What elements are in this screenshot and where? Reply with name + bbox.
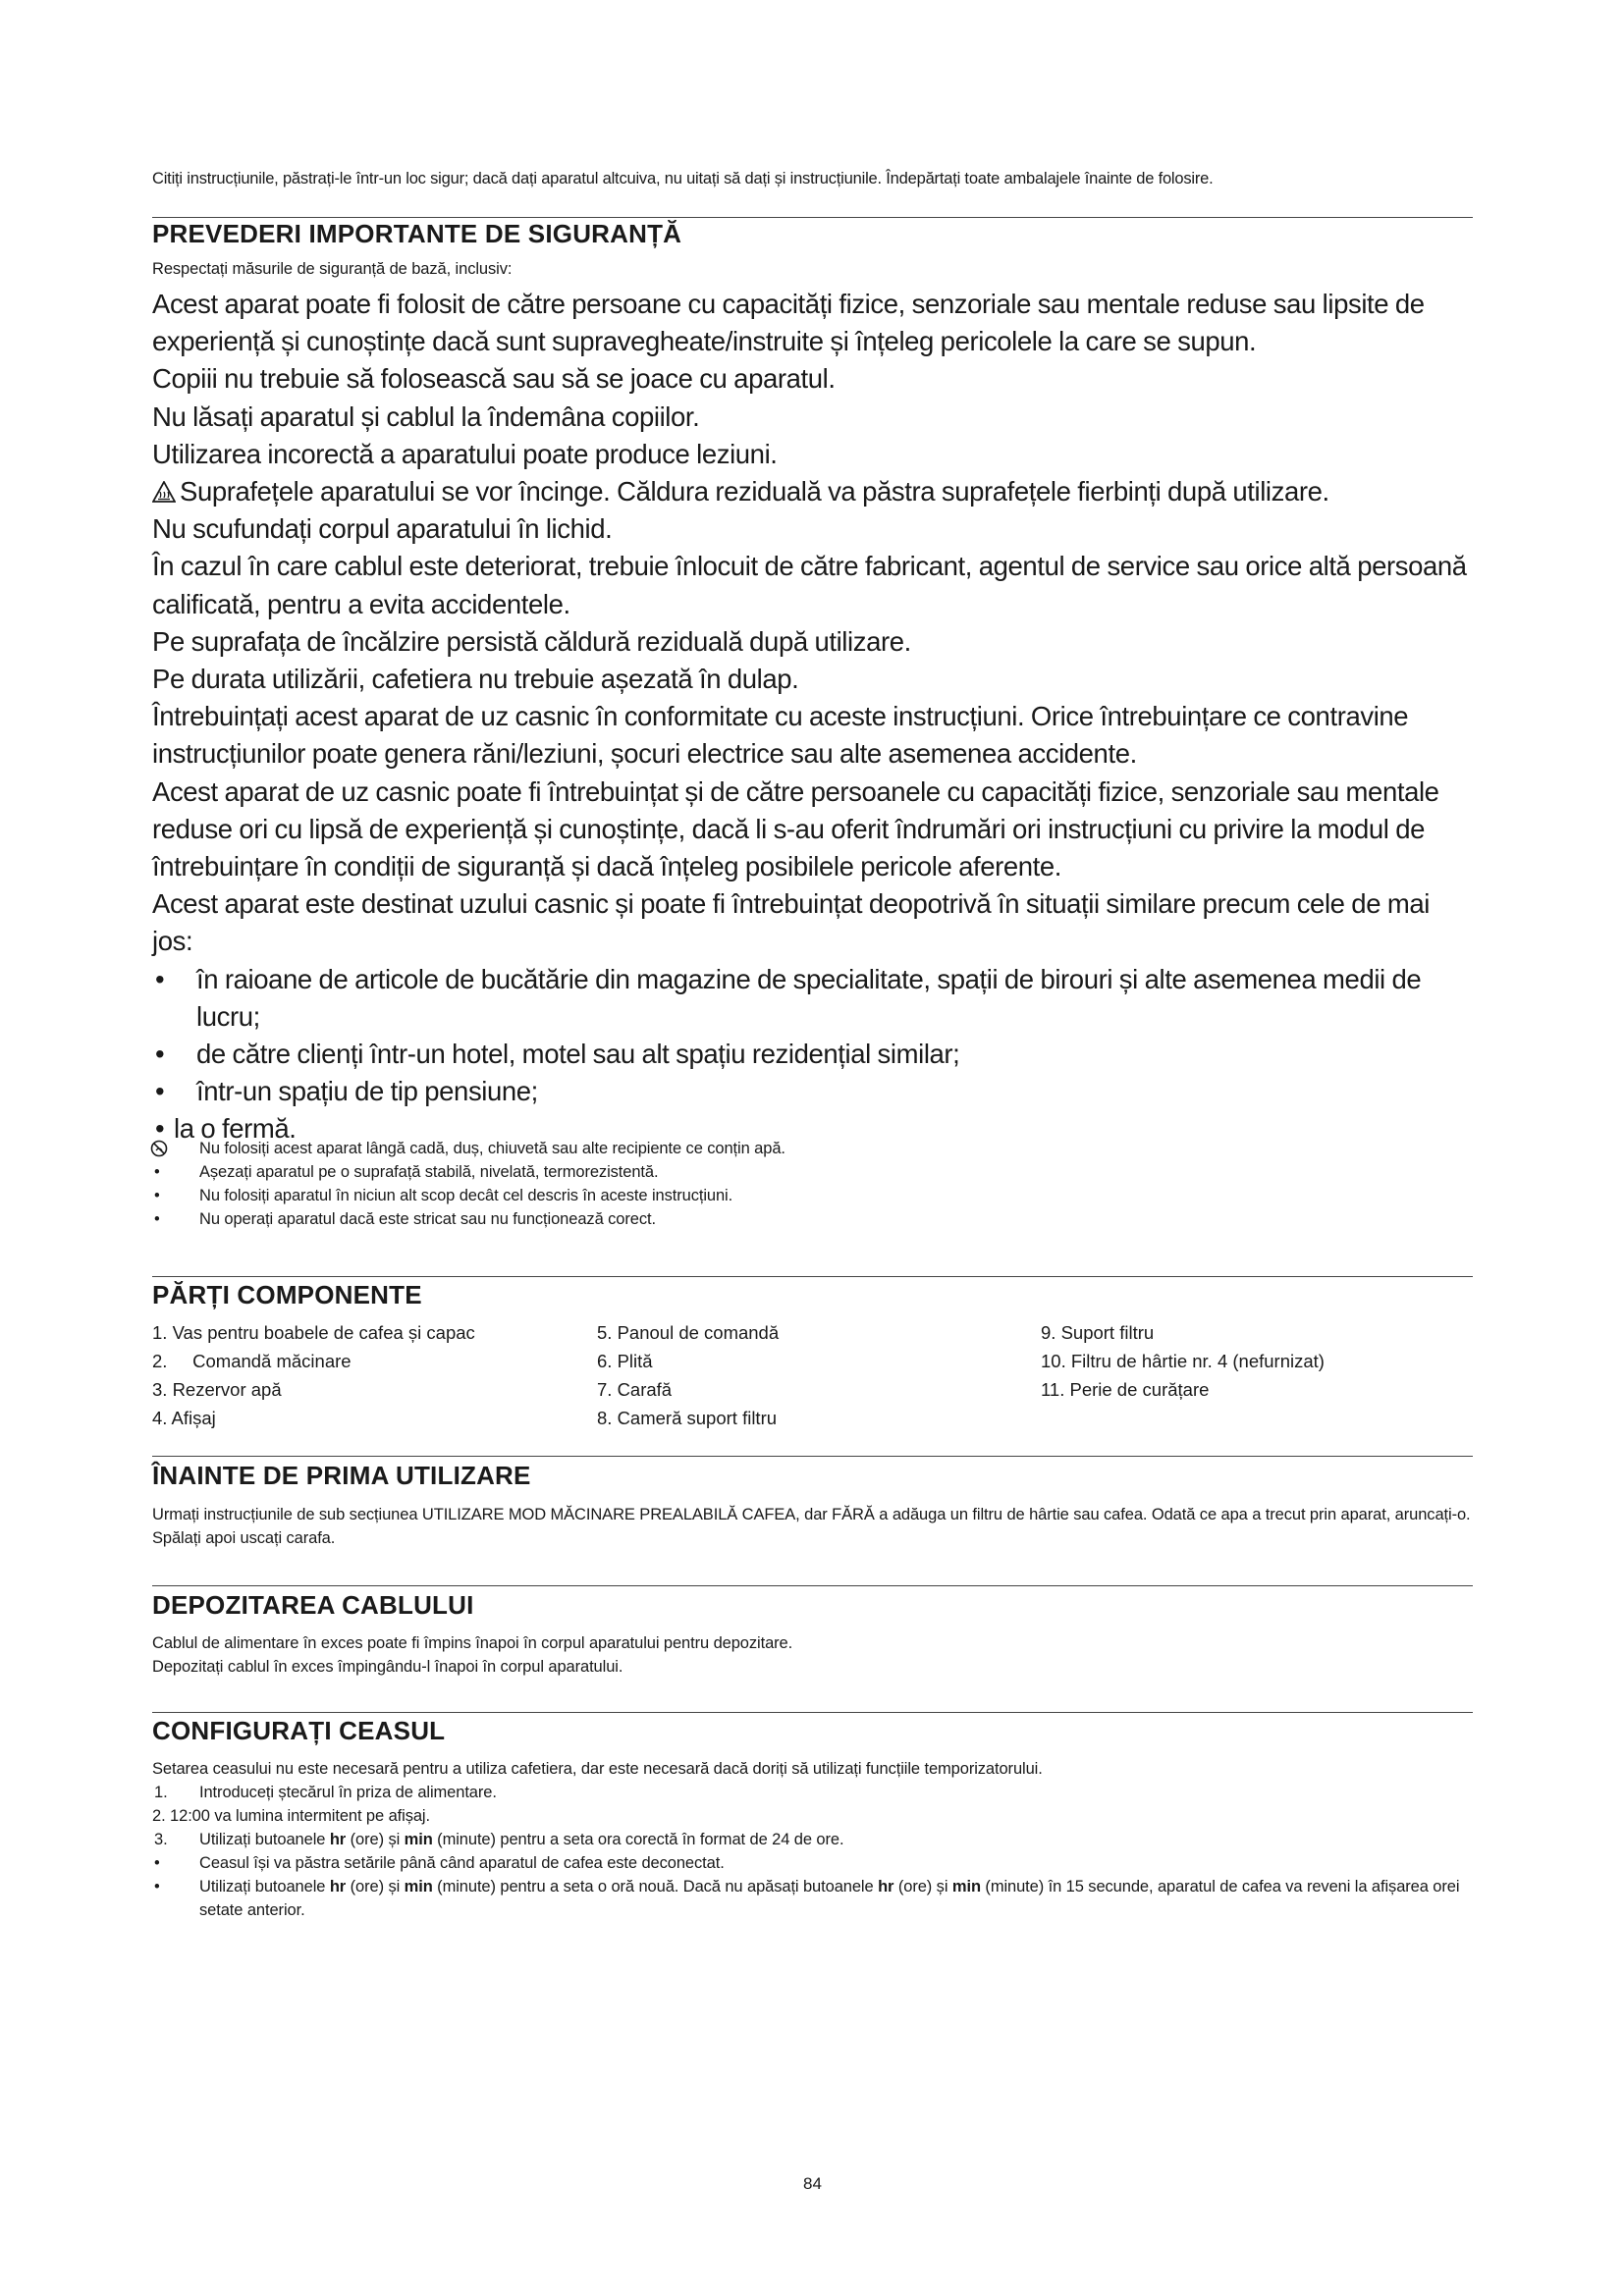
bullet-mark: • xyxy=(154,1854,160,1872)
parts-column xyxy=(1041,1318,1325,1404)
list-item: • la o fermă. xyxy=(152,1110,1473,1148)
intro-text: Citiți instrucțiunile, păstrați-le într-un loc sigur; dacă dați aparatul altcuiva, nu uitați să dați și instrucțiunile. Îndepărtați toate ambalajele înainte de folosire. xyxy=(152,170,1214,187)
safety-paragraph: Acest aparat este destinat uzului casnic și poate fi întrebuințat deopotrivă în situații similare precum cele de mai jos: xyxy=(152,888,1430,957)
list-item: • Utilizați butoanele hr (ore) și min (minute) pentru a seta o oră nouă. Dacă nu apăsați butoanele hr (ore) și min (minute) în 15 secunde, aparatul de cafea va reveni la afișarea orei setate anterior. xyxy=(152,1875,1473,1922)
part-item: 9. Suport filtru xyxy=(1041,1322,1155,1343)
bullet-mark: • xyxy=(154,1163,160,1181)
first-use-text: Urmați instrucțiunile de sub secțiunea UTILIZARE MOD MĂCINARE PREALABILĂ CAFEA, dar FĂRĂ a adăuga un filtru de hârtie sau cafea. Odată ce apa a trecut prin aparat, aruncați-o. Spălați apoi uscați carafa. xyxy=(152,1506,1471,1547)
page-number: 84 xyxy=(803,2174,822,2193)
part-item: 3. Rezervor apă xyxy=(152,1379,282,1400)
clock-text: Setarea ceasului nu este necesară pentru a utiliza cafetiera, dar este necesară dacă doriți să utilizați funcțiile temporizatorului. 1. Introduceți ștecărul în priza de alimentare. 2. 12:00 va lumina intermitent pe afișaj. 3. Utilizați butoanele hr (ore) și min (minute) pentru a seta ora corectă în format de 24 de ore. • Ceasul își va păstra setările până când aparatul de cafea este deconectat. • Utilizați butoanele hr (ore) și min (minute) pentru a seta o oră nouă. Dacă nu apăsați butoanele hr (ore) și min (minute) în 15 secunde, aparatul de cafea va reveni la afișarea orei setate anterior. xyxy=(152,1757,1473,1922)
part-item: 5. Panoul de comandă xyxy=(597,1322,780,1343)
list-item: 3. Utilizați butoanele hr (ore) și min (minute) pentru a seta ora corectă în format de 24 de ore. xyxy=(154,1831,844,1848)
bullet-mark: • xyxy=(155,963,165,994)
bullet-mark: • xyxy=(155,1039,165,1070)
clock-title: CONFIGURAȚI CEASUL xyxy=(152,1716,446,1745)
hot-surface-warning-icon xyxy=(152,481,176,503)
part-item: 1. Vas pentru boabele de cafea și capac xyxy=(152,1322,475,1343)
hot-surface-text: Suprafețele aparatului se vor încinge. Căldura reziduală va păstra suprafețele fierbinți după utilizare. xyxy=(180,476,1329,507)
safety-subtitle: Respectați măsurile de siguranță de bază, inclusiv: xyxy=(152,260,513,278)
list-item: • în raioane de articole de bucătărie din magazine de specialitate, spații de birouri și alte asemenea medii de lucru; xyxy=(152,961,1473,1036)
parts-title: PĂRȚI COMPONENTE xyxy=(152,1280,422,1309)
safety-paragraph: Copiii nu trebuie să folosească sau să se joace cu aparatul. xyxy=(152,363,836,395)
bullet-mark: • xyxy=(155,1076,165,1107)
safety-paragraph: În cazul în care cablul este deteriorat, trebuie înlocuit de către fabricant, agentul de service sau orice altă persoană calificată, pentru a evita accidentele. xyxy=(152,551,1467,619)
part-item: 4. Afișaj xyxy=(152,1408,216,1428)
cord-text: Cablul de alimentare în exces poate fi împins înapoi în corpul aparatului pentru depozitare. Depozitați cablul în exces împingându-l înapoi în corpul aparatului. xyxy=(152,1634,793,1676)
safety-body xyxy=(152,286,1473,1148)
part-item: 8. Cameră suport filtru xyxy=(597,1408,778,1428)
safety-paragraph: Pe suprafața de încălzire persistă căldură reziduală după utilizare. xyxy=(152,625,911,657)
usage-list xyxy=(152,961,1473,1148)
safety-paragraph: Acest aparat poate fi folosit de către persoane cu capacități fizice, senzoriale sau mentale reduse sau lipsite de experiență și cunoștințe dacă sunt supravegheate/instruite și înțeleg pericolele la care se supun. xyxy=(152,289,1425,357)
list-item: • de către clienți într-un hotel, motel sau alt spațiu rezidențial similar; xyxy=(152,1036,1473,1073)
first-use-title: ÎNAINTE DE PRIMA UTILIZARE xyxy=(152,1461,531,1490)
safety-paragraph: Întrebuințați acest aparat de uz casnic în conformitate cu aceste instrucțiuni. Orice întrebuințare ce contravine instrucțiunilor poate genera răni/leziuni, șocuri electrice sau alte asemenea accidente. xyxy=(152,701,1409,770)
safety-paragraph: Nu lăsați aparatul și cablul la îndemâna copiilor. xyxy=(152,400,700,432)
list-item: • într-un spațiu de tip pensiune; xyxy=(152,1073,1473,1110)
safety-title: PREVEDERI IMPORTANTE DE SIGURANȚĂ xyxy=(152,219,682,248)
safety-paragraph: Utilizarea incorectă a aparatului poate produce leziuni. xyxy=(152,438,778,469)
safety-paragraph: Nu scufundați corpul aparatului în lichid. xyxy=(152,513,613,545)
safety-paragraph: Acest aparat de uz casnic poate fi întrebuințat și de către persoanele cu capacități fizice, senzoriale sau mentale reduse ori cu lipsă de experiență și cunoștințe, dacă li s-au oferit îndrumări ori instrucțiuni cu privire la modul de întrebuințare în condiții de siguranță și dacă înțeleg posibilele pericole aferente. xyxy=(152,775,1439,882)
section-divider xyxy=(152,1712,1473,1713)
bullet-mark: • xyxy=(154,1187,160,1204)
cord-title: DEPOZITAREA CABLULUI xyxy=(152,1590,474,1620)
section-divider xyxy=(152,1585,1473,1586)
list-item: • Nu folosiți aparatul în niciun alt scop decât cel descris în aceste instrucțiuni. xyxy=(152,1184,1473,1207)
section-divider xyxy=(152,1276,1473,1277)
list-item: • Așezați aparatul pe o suprafață stabilă, nivelată, termorezistentă. xyxy=(152,1160,1473,1184)
bullet-mark: • xyxy=(154,1878,160,1896)
part-item: 11. Perie de curățare xyxy=(1041,1379,1210,1400)
safety-small-list xyxy=(152,1137,1473,1231)
section-divider xyxy=(152,1456,1473,1457)
list-item: • Ceasul își va păstra setările până când aparatul de cafea este deconectat. xyxy=(152,1851,1473,1875)
part-item: 7. Carafă xyxy=(597,1379,673,1400)
part-item: 10. Filtru de hârtie nr. 4 (nefurnizat) xyxy=(1041,1351,1325,1371)
bullet-mark: • xyxy=(154,1210,160,1228)
part-item: 6. Plită xyxy=(597,1351,653,1371)
part-item: 2. Comandă măcinare xyxy=(152,1351,352,1371)
list-item: Nu folosiți acest aparat lângă cadă, duș, chiuvetă sau alte recipiente ce conțin apă. xyxy=(152,1137,1473,1160)
safety-paragraph-hot xyxy=(152,473,1473,510)
bullet-mark: • xyxy=(155,1113,165,1145)
parts-column xyxy=(152,1318,475,1432)
safety-paragraph: Pe durata utilizării, cafetiera nu trebuie așezată în dulap. xyxy=(152,664,799,695)
list-item: • Nu operați aparatul dacă este stricat sau nu funcționează corect. xyxy=(152,1207,1473,1231)
list-item: 1. Introduceți ștecărul în priza de alimentare. xyxy=(154,1784,497,1801)
parts-column xyxy=(597,1318,779,1432)
